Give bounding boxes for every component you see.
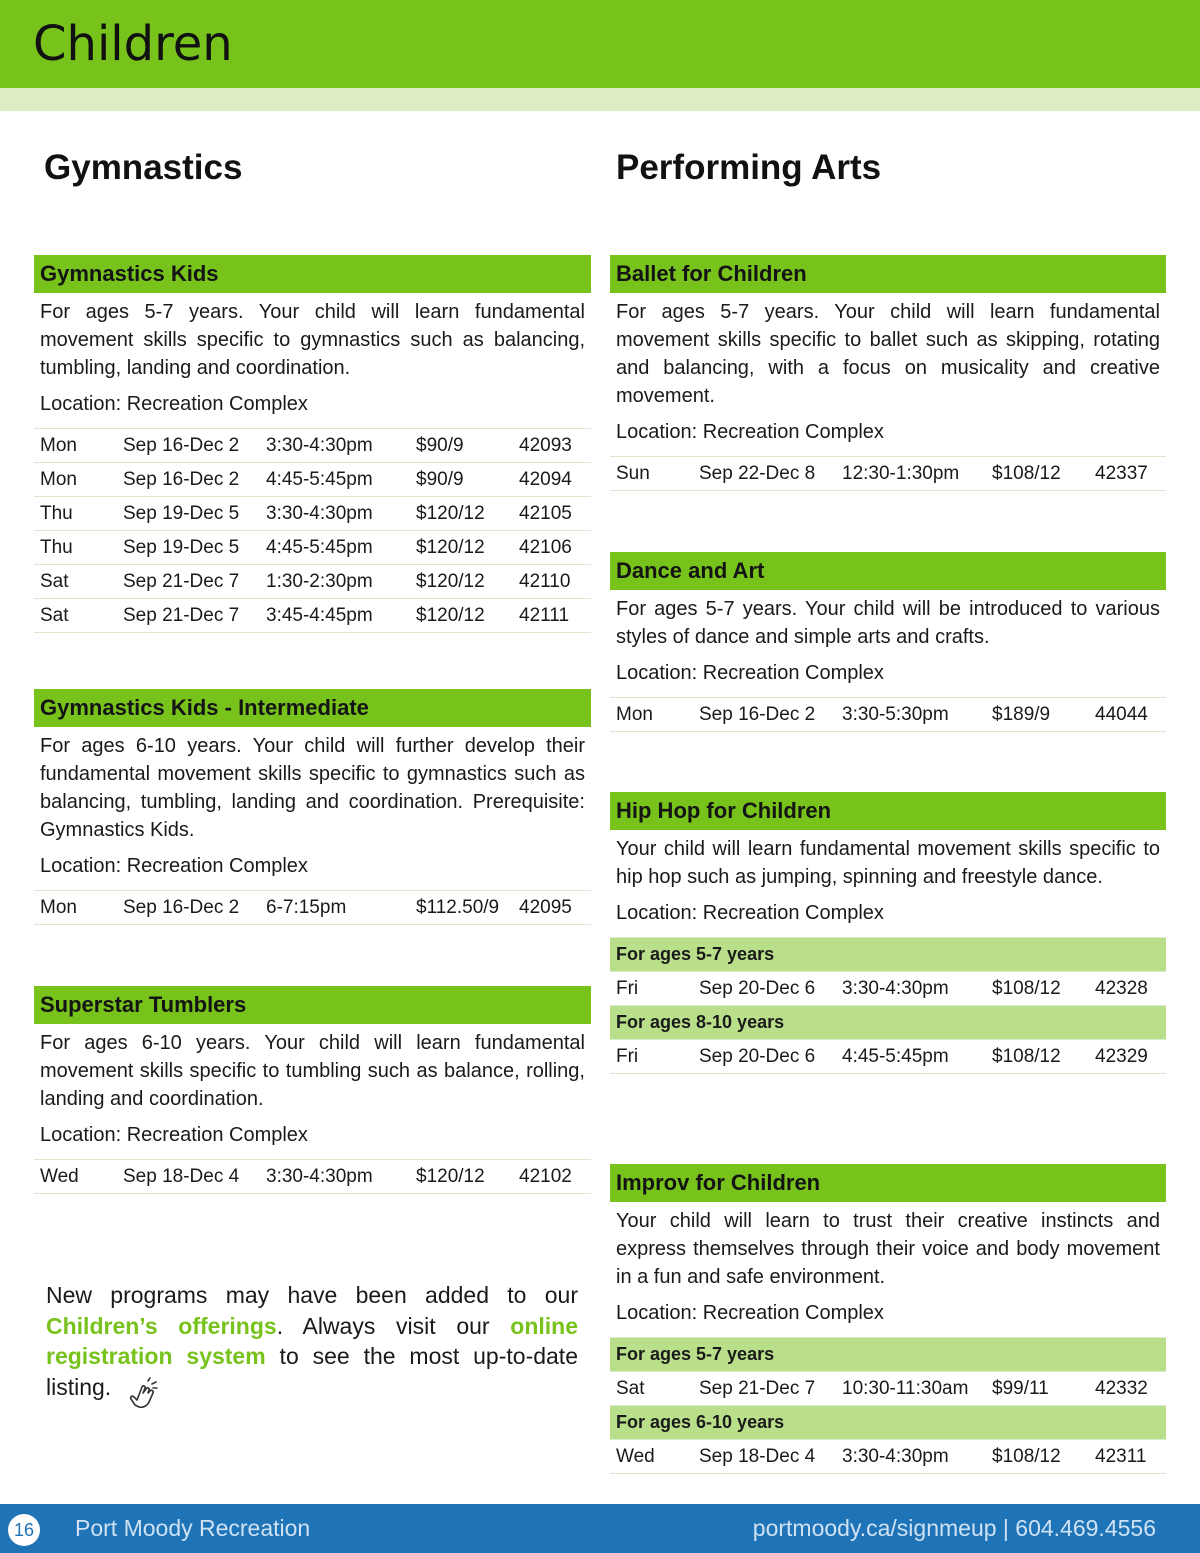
schedule-dates: Sep 16-Dec 2 — [117, 891, 260, 925]
schedule-fee: $108/12 — [986, 972, 1089, 1006]
schedule-time: 3:30-5:30pm — [836, 698, 986, 732]
banner-stripe — [0, 88, 1200, 111]
schedule-day: Sat — [34, 565, 117, 599]
program-description: For ages 6-10 years. Your child will further develop their fundamental movement skills specific to gymnastics such as balancing, tumbling, landing and coordination. Prerequisite: Gymnastics Kids. — [40, 735, 585, 841]
schedule-time: 6-7:15pm — [260, 891, 410, 925]
section-heading-gymnastics: Gymnastics — [44, 148, 243, 187]
schedule-time: 4:45-5:45pm — [260, 531, 410, 565]
schedule-row[interactable] — [610, 1040, 1166, 1074]
program-description: For ages 5-7 years. Your child will be introduced to various styles of dance and simple arts and crafts. — [616, 598, 1160, 648]
footer-contact[interactable]: portmoody.ca/signmeup | 604.469.4556 — [752, 1515, 1156, 1541]
schedule-time: 3:30-4:30pm — [260, 429, 410, 463]
page-title: Children — [33, 16, 233, 72]
schedule-time: 12:30-1:30pm — [836, 457, 986, 491]
schedule-row[interactable] — [610, 1440, 1166, 1474]
schedule-day: Wed — [610, 1440, 693, 1474]
schedule-table — [34, 428, 591, 633]
schedule-barcode[interactable]: 42329 — [1089, 1040, 1166, 1074]
schedule-table — [610, 1337, 1166, 1474]
schedule-barcode[interactable]: 42311 — [1089, 1440, 1166, 1474]
schedule-day: Fri — [610, 972, 693, 1006]
schedule-row[interactable] — [610, 972, 1166, 1006]
age-group-row — [610, 1006, 1166, 1040]
program-gymnastics-kids-intermediate — [34, 689, 591, 925]
age-group-row — [610, 1406, 1166, 1440]
schedule-day: Wed — [34, 1160, 117, 1194]
schedule-time: 4:45-5:45pm — [836, 1040, 986, 1074]
schedule-fee: $120/12 — [410, 1160, 513, 1194]
schedule-dates: Sep 16-Dec 2 — [117, 429, 260, 463]
age-group-label: For ages 6-10 years — [610, 1406, 1166, 1440]
program-location: Location: Recreation Complex — [616, 1302, 884, 1324]
program-location: Location: Recreation Complex — [616, 421, 884, 443]
program-title: Dance and Art — [610, 552, 1166, 590]
schedule-fee: $108/12 — [986, 1040, 1089, 1074]
schedule-day: Mon — [34, 429, 117, 463]
program-hip-hop-for-children — [610, 792, 1166, 1074]
program-title: Gymnastics Kids - Intermediate — [34, 689, 591, 727]
program-title: Hip Hop for Children — [610, 792, 1166, 830]
program-title: Improv for Children — [610, 1164, 1166, 1202]
schedule-table — [610, 697, 1166, 732]
schedule-dates: Sep 20-Dec 6 — [693, 1040, 836, 1074]
pointing-hand-icon — [127, 1375, 161, 1409]
program-title: Gymnastics Kids — [34, 255, 591, 293]
program-description: For ages 5-7 years. Your child will learn fundamental movement skills specific to ballet such as skipping, rotating and balancing, with a focus on musicality and creative movement. — [616, 301, 1160, 407]
program-description: Your child will learn fundamental movement skills specific to hip hop such as jumping, spinning and freestyle dance. — [616, 838, 1160, 888]
schedule-time: 1:30-2:30pm — [260, 565, 410, 599]
age-group-label: For ages 5-7 years — [610, 938, 1166, 972]
age-group-row — [610, 1338, 1166, 1372]
schedule-day: Sun — [610, 457, 693, 491]
note-text-2: . Always visit our — [276, 1312, 511, 1339]
schedule-row[interactable] — [34, 599, 591, 633]
online-registration-link[interactable]: online registration system — [46, 1312, 578, 1369]
note-text-3: to see the most up-to-date listing. — [46, 1343, 578, 1400]
schedule-barcode[interactable]: 42110 — [513, 565, 591, 599]
schedule-fee: $112.50/9 — [410, 891, 513, 925]
schedule-fee: $189/9 — [986, 698, 1089, 732]
age-group-row — [610, 938, 1166, 972]
schedule-dates: Sep 19-Dec 5 — [117, 531, 260, 565]
schedule-dates: Sep 21-Dec 7 — [693, 1372, 836, 1406]
schedule-dates: Sep 21-Dec 7 — [117, 565, 260, 599]
program-description: For ages 5-7 years. Your child will learn fundamental movement skills specific to gymnastics such as balancing, tumbling, landing and coordination. — [40, 301, 585, 379]
program-gymnastics-kids — [34, 255, 591, 633]
schedule-dates: Sep 20-Dec 6 — [693, 972, 836, 1006]
program-title: Ballet for Children — [610, 255, 1166, 293]
new-programs-note — [46, 1280, 578, 1409]
program-description: For ages 6-10 years. Your child will learn fundamental movement skills specific to tumbling such as balance, rolling, landing and coordination. — [40, 1032, 585, 1110]
program-title: Superstar Tumblers — [34, 986, 591, 1024]
schedule-row[interactable] — [34, 463, 591, 497]
program-location: Location: Recreation Complex — [40, 393, 308, 415]
program-dance-and-art — [610, 552, 1166, 732]
schedule-day: Mon — [34, 891, 117, 925]
schedule-fee: $120/12 — [410, 599, 513, 633]
schedule-row[interactable] — [34, 565, 591, 599]
schedule-day: Mon — [34, 463, 117, 497]
schedule-day: Thu — [34, 531, 117, 565]
program-superstar-tumblers — [34, 986, 591, 1194]
schedule-row[interactable] — [34, 429, 591, 463]
schedule-dates: Sep 22-Dec 8 — [693, 457, 836, 491]
page-banner — [0, 0, 1200, 88]
schedule-barcode[interactable]: 42111 — [513, 599, 591, 633]
schedule-time: 3:30-4:30pm — [836, 972, 986, 1006]
schedule-dates: Sep 16-Dec 2 — [693, 698, 836, 732]
schedule-fee: $120/12 — [410, 565, 513, 599]
schedule-barcode[interactable]: 42105 — [513, 497, 591, 531]
schedule-dates: Sep 19-Dec 5 — [117, 497, 260, 531]
note-text-1: New programs may have been added to our — [46, 1282, 578, 1308]
schedule-day: Thu — [34, 497, 117, 531]
schedule-barcode[interactable]: 42332 — [1089, 1372, 1166, 1406]
schedule-fee: $120/12 — [410, 497, 513, 531]
program-ballet-for-children — [610, 255, 1166, 491]
schedule-dates: Sep 18-Dec 4 — [117, 1160, 260, 1194]
schedule-row[interactable] — [610, 1372, 1166, 1406]
schedule-fee: $99/11 — [986, 1372, 1089, 1406]
schedule-barcode[interactable]: 42093 — [513, 429, 591, 463]
schedule-fee: $90/9 — [410, 463, 513, 497]
schedule-row[interactable] — [34, 531, 591, 565]
program-location: Location: Recreation Complex — [40, 855, 308, 877]
schedule-fee: $90/9 — [410, 429, 513, 463]
schedule-row[interactable] — [610, 698, 1166, 732]
schedule-barcode[interactable]: 42337 — [1089, 457, 1166, 491]
page-number: 16 — [8, 1514, 40, 1546]
schedule-row[interactable] — [610, 457, 1166, 491]
schedule-time: 3:30-4:30pm — [836, 1440, 986, 1474]
schedule-time: 4:45-5:45pm — [260, 463, 410, 497]
schedule-table — [34, 1159, 591, 1194]
schedule-time: 10:30-11:30am — [836, 1372, 986, 1406]
schedule-fee: $108/12 — [986, 1440, 1089, 1474]
schedule-row[interactable] — [34, 1160, 591, 1194]
schedule-barcode[interactable]: 42328 — [1089, 972, 1166, 1006]
schedule-table — [610, 456, 1166, 491]
schedule-row[interactable] — [34, 497, 591, 531]
age-group-label: For ages 5-7 years — [610, 1338, 1166, 1372]
schedule-day: Fri — [610, 1040, 693, 1074]
schedule-dates: Sep 16-Dec 2 — [117, 463, 260, 497]
section-heading-performing-arts: Performing Arts — [616, 148, 882, 187]
schedule-day: Sat — [610, 1372, 693, 1406]
schedule-barcode[interactable]: 42095 — [513, 891, 591, 925]
schedule-fee: $120/12 — [410, 531, 513, 565]
program-location: Location: Recreation Complex — [40, 1124, 308, 1146]
schedule-barcode[interactable]: 44044 — [1089, 698, 1166, 732]
schedule-time: 3:30-4:30pm — [260, 1160, 410, 1194]
page-footer — [0, 1504, 1200, 1553]
schedule-dates: Sep 21-Dec 7 — [117, 599, 260, 633]
schedule-time: 3:45-4:45pm — [260, 599, 410, 633]
schedule-table — [34, 890, 591, 925]
childrens-offerings-link[interactable]: Children’s offerings — [46, 1312, 277, 1339]
schedule-row[interactable] — [34, 891, 591, 925]
schedule-dates: Sep 18-Dec 4 — [693, 1440, 836, 1474]
schedule-day: Mon — [610, 698, 693, 732]
age-group-label: For ages 8-10 years — [610, 1006, 1166, 1040]
schedule-fee: $108/12 — [986, 457, 1089, 491]
program-description: Your child will learn to trust their creative instincts and express themselves through their voice and body movement in a fun and safe environment. — [616, 1210, 1160, 1288]
schedule-day: Sat — [34, 599, 117, 633]
footer-organization: Port Moody Recreation — [75, 1515, 311, 1541]
program-location: Location: Recreation Complex — [616, 902, 884, 924]
program-improv-for-children — [610, 1164, 1166, 1474]
schedule-time: 3:30-4:30pm — [260, 497, 410, 531]
program-location: Location: Recreation Complex — [616, 662, 884, 684]
schedule-table — [610, 937, 1166, 1074]
schedule-barcode[interactable]: 42094 — [513, 463, 591, 497]
schedule-barcode[interactable]: 42102 — [513, 1160, 591, 1194]
schedule-barcode[interactable]: 42106 — [513, 531, 591, 565]
